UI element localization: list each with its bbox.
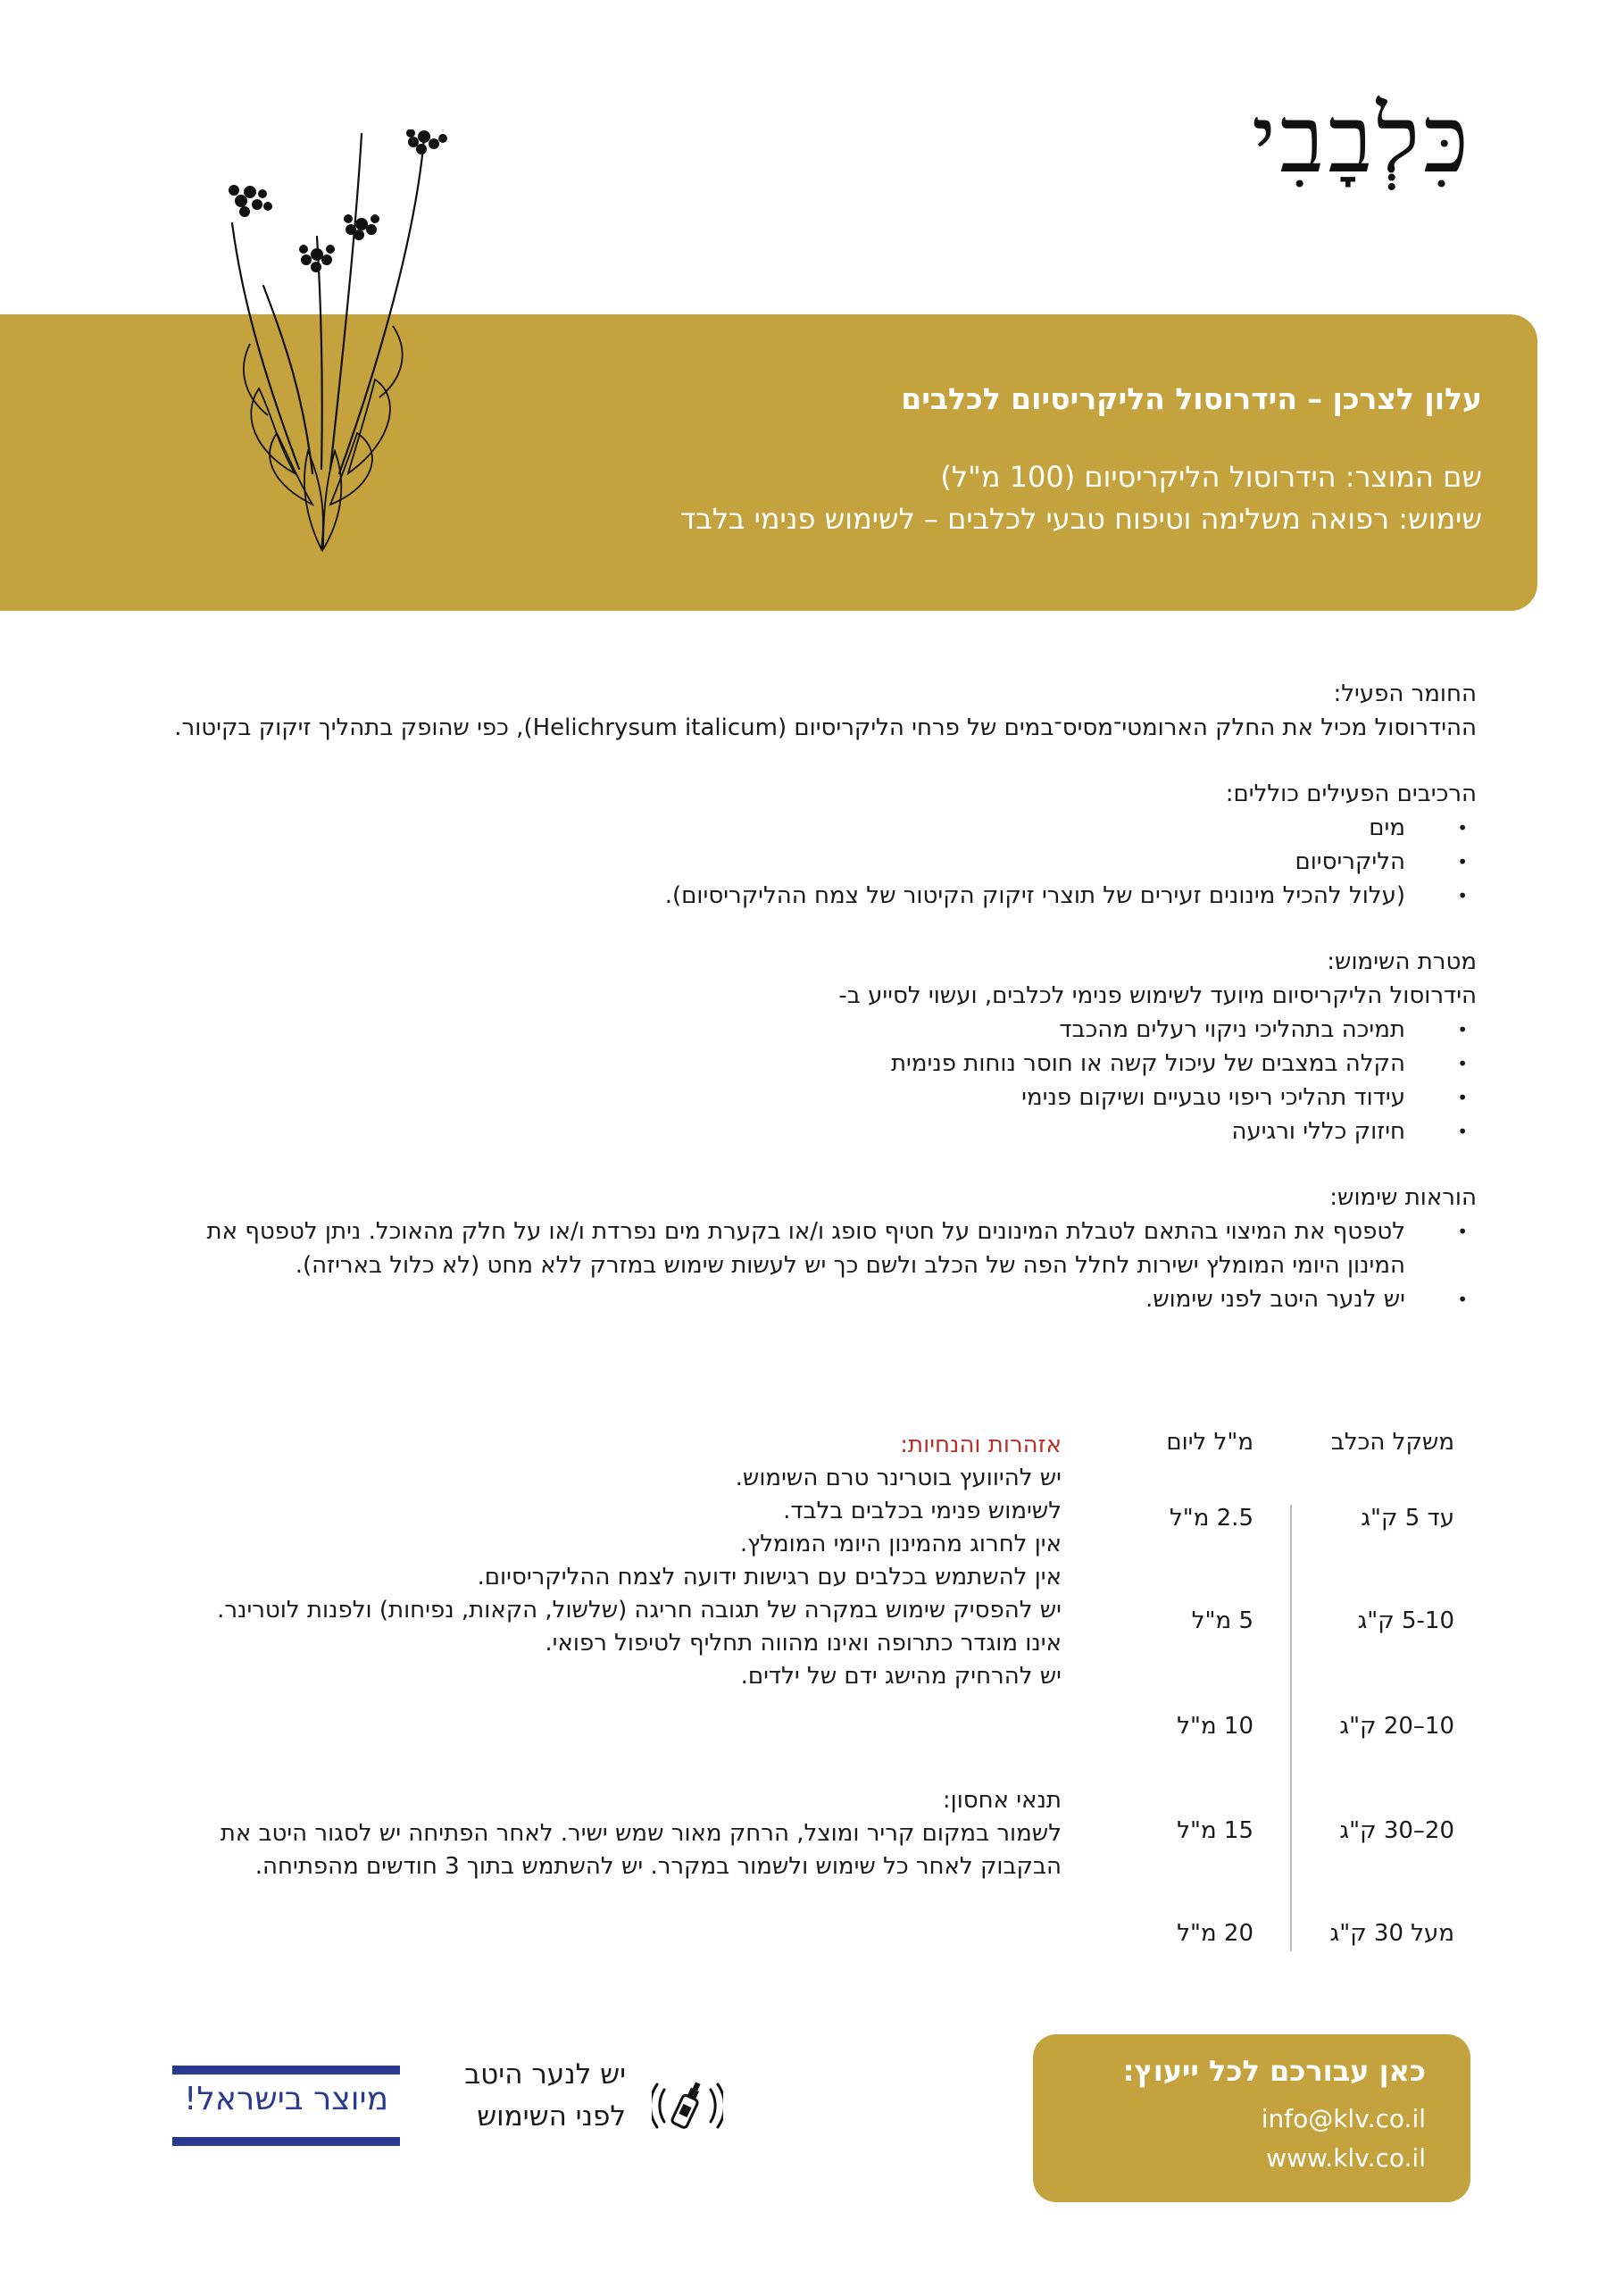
purpose-list bbox=[164, 1013, 1477, 1148]
list-item: • עידוד תהליכי ריפוי טבעיים ושיקום פנימי bbox=[164, 1081, 1405, 1114]
section-ingredients bbox=[164, 777, 1477, 913]
section-active-ingredient bbox=[164, 677, 1477, 745]
list-item: • הליקריסיום bbox=[164, 845, 1405, 879]
table-cell-ml: 5 מ"ל bbox=[1191, 1607, 1253, 1634]
flag-stripe-bottom bbox=[172, 2137, 400, 2146]
made-in-israel: מיוצר בישראל! bbox=[183, 2081, 389, 2117]
list-item: • תמיכה בתהליכי ניקוי רעלים מהכבד bbox=[164, 1013, 1405, 1047]
section-heading: הוראות שימוש: bbox=[1329, 1184, 1477, 1211]
product-usage: שימוש: רפואה משלימה וטיפוח טבעי לכלבים – לשימוש פנימי בלבד bbox=[679, 502, 1482, 536]
leaflet-body bbox=[164, 677, 1477, 1348]
table-cell-weight: עד 5 ק"ג bbox=[1361, 1505, 1454, 1532]
list-item: • מים bbox=[164, 811, 1405, 845]
contact-email[interactable]: info@klv.co.il bbox=[1261, 2104, 1426, 2133]
section-heading: הרכיבים הפעילים כוללים: bbox=[1225, 781, 1477, 807]
section-paragraph: הידרוסול הליקריסיום מיועד לשימוש פנימי לכלבים, ועשוי לסייע ב- bbox=[838, 982, 1477, 1009]
storage-heading: תנאי אחסון: bbox=[942, 1787, 1062, 1814]
contact-heading: כאן עבורכם לכל ייעוץ: bbox=[1122, 2054, 1426, 2088]
section-heading: מטרת השימוש: bbox=[1327, 948, 1477, 975]
brand-logo: כִּלְבָבִי bbox=[1252, 85, 1472, 194]
warning-line: יש להרחיק מהישג ידם של ילדים. bbox=[740, 1663, 1062, 1690]
table-divider bbox=[1290, 1505, 1292, 1951]
warning-line: אינו מוגדר כתרופה ואינו מהווה תחליף לטיפול רפואי. bbox=[545, 1630, 1062, 1657]
list-item: • לטפטף את המיצוי בהתאם לטבלת המינונים על חטיף סופג ו/או בקערת מים נפרדת ו/או על חלק מהאוכל. ניתן לטפטף את המינון היומי המומלץ ישירות לחלל הפה של הכלב ולשם כך יש לעשות שימוש במזרק ללא מחט (לא כלול באריזה). bbox=[164, 1215, 1405, 1282]
table-cell-weight: 20–30 ק"ג bbox=[1339, 1817, 1454, 1844]
warning-line: אין להשתמש בכלבים עם רגישות ידועה לצמח ההליקריסיום. bbox=[477, 1564, 1062, 1590]
list-item: • חיזוק כללי ורגיעה bbox=[164, 1114, 1405, 1148]
warning-line: לשימוש פנימי בכלבים בלבד. bbox=[783, 1498, 1062, 1524]
contact-box bbox=[1033, 2034, 1470, 2202]
warning-line: יש להיוועץ בוטרינר טרם השימוש. bbox=[735, 1465, 1062, 1491]
leaflet-title: עלון לצרכן – הידרוסול הליקריסיום לכלבים bbox=[901, 381, 1482, 416]
list-item: • (עלול להכיל מינונים זעירים של תוצרי זיקוק הקיטור של צמח ההליקריסיום). bbox=[164, 879, 1405, 913]
ingredients-list bbox=[164, 811, 1477, 913]
list-item: • יש לנער היטב לפני שימוש. bbox=[164, 1282, 1405, 1316]
table-header-weight: משקל הכלב bbox=[1330, 1429, 1454, 1456]
table-cell-ml: 15 מ"ל bbox=[1177, 1817, 1253, 1844]
section-purpose bbox=[164, 945, 1477, 1148]
table-header-ml: מ"ל ליום bbox=[1166, 1429, 1253, 1456]
contact-website[interactable]: www.klv.co.il bbox=[1266, 2143, 1426, 2173]
table-cell-weight: 10–20 ק"ג bbox=[1339, 1713, 1454, 1740]
warnings-block bbox=[169, 1429, 1062, 1693]
table-cell-weight: מעל 30 ק"ג bbox=[1329, 1920, 1454, 1947]
storage-text: לשמור במקום קריר ומוצל, הרחק מאור שמש ישיר. לאחר הפתיחה יש לסגור היטב את הבקבוק לאחר כל שימוש ולשמור במקרר. יש להשתמש בתוך 3 חודשים מהפתיחה. bbox=[220, 1820, 1062, 1880]
table-cell-ml: 2.5 מ"ל bbox=[1169, 1505, 1253, 1532]
warnings-heading: אזהרות והנחיות: bbox=[900, 1432, 1062, 1458]
section-heading: החומר הפעיל: bbox=[1333, 680, 1477, 707]
shake-note-line1: יש לנער היטב bbox=[464, 2058, 626, 2091]
product-name: שם המוצר: הידרוסול הליקריסיום (100 מ"ל) bbox=[940, 460, 1482, 494]
list-item: • הקלה במצבים של עיכול קשה או חוסר נוחות פנימית bbox=[164, 1047, 1405, 1081]
storage-block bbox=[169, 1784, 1062, 1883]
instructions-list bbox=[164, 1215, 1477, 1316]
warning-line: יש להפסיק שימוש במקרה של תגובה חריגה (שלשול, הקאות, נפיחות) ולפנות לוטרינר. bbox=[217, 1597, 1062, 1624]
section-paragraph: ההידרוסול מכיל את החלק הארומטי־מסיס־במים של פרחי הליקריסיום (Helichrysum italicum), כפי שהופק בתהליך זיקוק בקיטור. bbox=[174, 714, 1477, 741]
section-instructions bbox=[164, 1181, 1477, 1316]
helichrysum-illustration bbox=[223, 129, 491, 567]
table-cell-ml: 10 מ"ל bbox=[1177, 1713, 1253, 1740]
warning-line: אין לחרוג מהמינון היומי המומלץ. bbox=[739, 1531, 1062, 1557]
flag-stripe-top bbox=[172, 2066, 400, 2074]
table-cell-ml: 20 מ"ל bbox=[1177, 1920, 1253, 1947]
table-cell-weight: 5-10 ק"ג bbox=[1357, 1607, 1454, 1634]
shake-bottle-icon bbox=[652, 2070, 723, 2141]
shake-note-line2: לפני השימוש bbox=[477, 2100, 626, 2133]
